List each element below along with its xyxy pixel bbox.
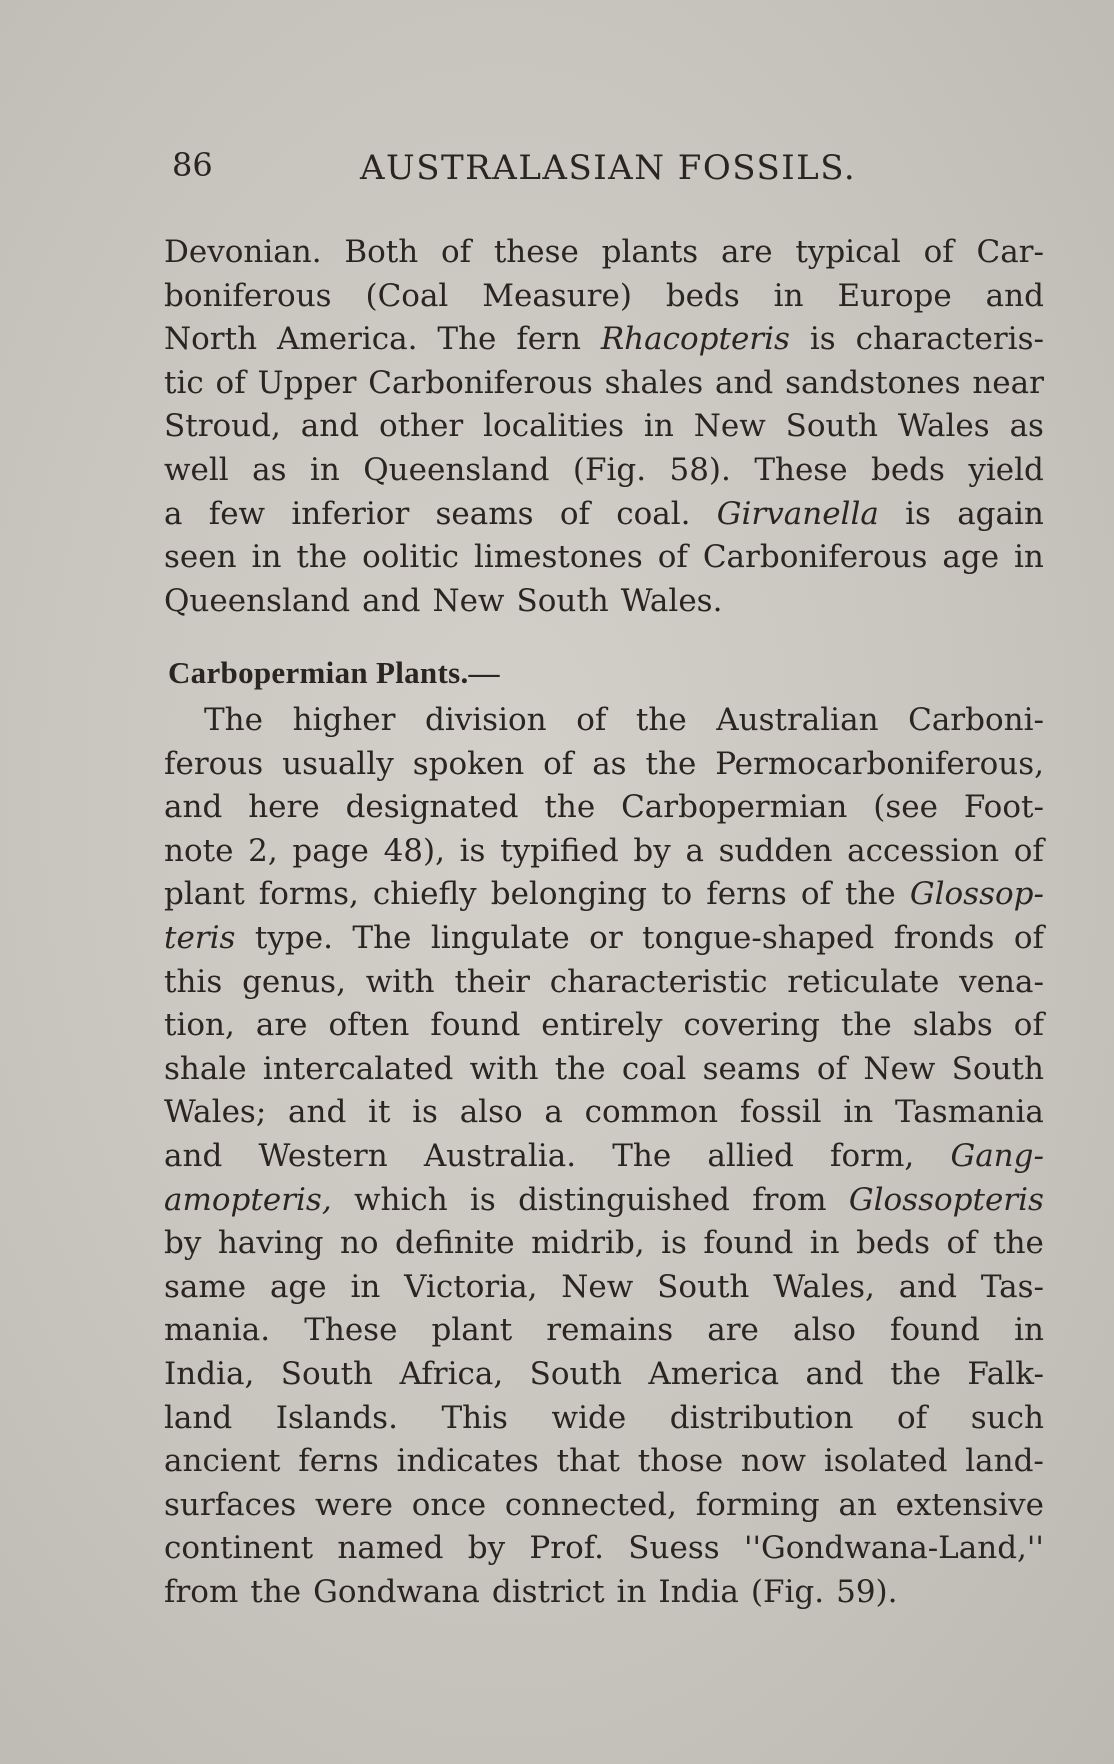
- word: localities: [483, 408, 625, 445]
- word: in: [616, 1573, 647, 1610]
- section-heading: Carbopermian Plants.—: [168, 655, 500, 690]
- word: teris: [164, 919, 236, 956]
- text-line: [164, 873, 1044, 917]
- word: Carboni-: [908, 702, 1044, 738]
- paragraph-carbopermian: [164, 699, 1044, 1614]
- text-line: [164, 1222, 1044, 1266]
- word: Gang-: [950, 1137, 1044, 1174]
- word: same: [164, 1268, 247, 1305]
- text-line: [164, 743, 1044, 787]
- word: other: [378, 408, 464, 445]
- word: of: [657, 539, 688, 576]
- word: Carboniferous: [368, 364, 593, 401]
- word: few: [208, 495, 266, 532]
- word: (Fig.: [572, 451, 647, 488]
- word: distribution: [669, 1399, 854, 1436]
- text-line: [164, 318, 1044, 362]
- word: is: [809, 321, 836, 358]
- word: The: [352, 919, 412, 956]
- word: land: [164, 1399, 233, 1436]
- word: of: [1013, 1007, 1044, 1044]
- word: and: [985, 277, 1044, 314]
- word: seen: [164, 539, 237, 576]
- word: is: [412, 1094, 438, 1131]
- word: chiefly: [372, 876, 477, 913]
- word: South: [516, 582, 609, 619]
- word: reticulate: [787, 963, 940, 1000]
- word: also: [459, 1094, 523, 1131]
- word: South: [951, 1050, 1044, 1087]
- word: as: [592, 745, 627, 782]
- text-line: [164, 1179, 1044, 1223]
- word: note: [164, 832, 234, 869]
- text-line: [164, 405, 1044, 449]
- word: isolated: [823, 1443, 948, 1480]
- word: wide: [551, 1399, 627, 1436]
- word: and: [898, 1268, 957, 1305]
- word: division: [424, 702, 547, 738]
- word: designated: [345, 789, 519, 826]
- word: in: [350, 1268, 381, 1305]
- word: of: [923, 234, 954, 270]
- word: India,: [164, 1355, 255, 1392]
- word: yield: [968, 451, 1044, 488]
- word: in: [773, 277, 804, 314]
- word: of: [215, 364, 246, 401]
- word: which: [353, 1181, 448, 1218]
- word: definite: [395, 1225, 515, 1262]
- word: seams: [702, 1050, 801, 1087]
- word: plant: [431, 1312, 513, 1349]
- text-line: [164, 1397, 1044, 1441]
- word: (Fig.: [750, 1573, 825, 1610]
- word: New: [561, 1268, 634, 1305]
- word: of: [1013, 832, 1044, 869]
- text-line: [164, 1091, 1044, 1135]
- word: sandstones: [785, 364, 961, 401]
- word: common: [584, 1094, 719, 1131]
- word: South: [785, 408, 878, 445]
- word: limestones: [473, 539, 643, 576]
- word: the: [635, 702, 687, 738]
- word: Tas-: [980, 1268, 1044, 1305]
- word: the: [645, 745, 697, 782]
- word: Victoria,: [404, 1268, 538, 1305]
- word: 58).: [669, 451, 731, 488]
- word: New: [863, 1050, 936, 1087]
- word: tic: [164, 364, 204, 401]
- word: age: [942, 539, 1000, 576]
- word: now: [740, 1443, 807, 1480]
- word: extensive: [895, 1486, 1044, 1523]
- word: of: [543, 745, 574, 782]
- word: the: [296, 539, 348, 576]
- page-header: [170, 146, 870, 196]
- word: of: [897, 1399, 928, 1436]
- text-line: [164, 493, 1044, 537]
- word: connected,: [504, 1486, 677, 1523]
- word: New: [432, 582, 505, 619]
- text-line: [164, 1484, 1044, 1528]
- word: ancient: [164, 1443, 281, 1480]
- word: the: [890, 1355, 941, 1392]
- word: 59).: [836, 1573, 898, 1610]
- word: Africa,: [399, 1355, 504, 1392]
- word: (Coal: [365, 277, 449, 314]
- word: again: [957, 495, 1044, 532]
- word: belonging: [490, 876, 648, 913]
- word: Islands.: [275, 1399, 398, 1436]
- word: and: [714, 364, 774, 401]
- word: Glossop-: [909, 876, 1044, 913]
- word: no: [339, 1225, 379, 1262]
- word: Rhacopteris: [600, 321, 790, 358]
- word: Car-: [976, 234, 1044, 270]
- word: by: [467, 1530, 506, 1567]
- word: with: [469, 1050, 539, 1087]
- word: distinguished: [518, 1181, 730, 1218]
- word: indicates: [396, 1443, 539, 1480]
- word: in: [1014, 1312, 1044, 1349]
- word: typical: [795, 234, 901, 270]
- word: found: [430, 1007, 521, 1044]
- text-line: [164, 1135, 1044, 1179]
- word: and: [164, 1137, 223, 1174]
- word: are: [720, 234, 773, 270]
- text-line: [164, 231, 1044, 275]
- word: that: [556, 1443, 620, 1480]
- text-line: [164, 449, 1044, 493]
- word: Both: [344, 234, 419, 270]
- word: South: [657, 1268, 750, 1305]
- word: Europe: [837, 277, 952, 314]
- word: entirely: [541, 1007, 663, 1044]
- word: beds: [870, 451, 945, 488]
- word: well: [164, 451, 229, 488]
- word: those: [637, 1443, 724, 1480]
- word: is: [661, 1225, 687, 1262]
- word: Wales.: [620, 582, 723, 619]
- word: in: [1014, 539, 1044, 576]
- word: coal.: [616, 495, 691, 532]
- word: also: [792, 1312, 856, 1349]
- word: in: [643, 408, 674, 445]
- word: Girvanella: [716, 495, 879, 532]
- word: allied: [707, 1137, 794, 1174]
- word: a: [685, 832, 704, 869]
- word: fern: [516, 321, 581, 358]
- word: the: [554, 1050, 606, 1087]
- word: in: [251, 539, 282, 576]
- word: Queensland: [164, 582, 351, 619]
- word: characteristic: [549, 963, 768, 1000]
- word: boniferous: [164, 277, 332, 314]
- word: having: [217, 1225, 324, 1262]
- word: Carboniferous: [702, 539, 928, 576]
- word: shales: [604, 364, 704, 401]
- word: and: [300, 408, 360, 445]
- word: surfaces: [164, 1486, 297, 1523]
- word: by: [164, 1225, 202, 1262]
- word: midrib,: [531, 1225, 645, 1262]
- text-line: [164, 580, 1044, 624]
- text-line: [164, 830, 1044, 874]
- word: Measure): [482, 277, 632, 314]
- word: higher: [292, 702, 396, 738]
- word: as: [1009, 408, 1044, 445]
- word: of: [576, 702, 607, 738]
- word: found: [890, 1312, 980, 1349]
- word: Australian: [716, 702, 879, 738]
- word: Western: [258, 1137, 388, 1174]
- word: it: [368, 1094, 391, 1131]
- word: inferior: [291, 495, 410, 532]
- word: mania.: [164, 1312, 271, 1349]
- word: plants: [601, 234, 699, 270]
- word: The: [437, 321, 497, 358]
- word: South: [280, 1355, 374, 1392]
- word: fronds: [893, 919, 995, 956]
- word: America: [648, 1355, 780, 1392]
- word: These: [754, 451, 848, 488]
- word: of: [800, 876, 831, 913]
- word: South: [529, 1355, 622, 1392]
- text-line: [164, 786, 1044, 830]
- word: a: [544, 1094, 563, 1131]
- word: and: [288, 1094, 347, 1131]
- word: tongue-shaped: [642, 919, 875, 956]
- text-line: [164, 917, 1044, 961]
- word: such: [970, 1399, 1044, 1436]
- word: named: [337, 1530, 444, 1567]
- word: Glossopteris: [848, 1181, 1044, 1218]
- word: continent: [164, 1530, 314, 1567]
- text-line: [164, 1571, 1044, 1615]
- word: 48),: [383, 832, 445, 869]
- word: and: [164, 789, 223, 826]
- word: an: [838, 1486, 877, 1523]
- word: The: [204, 702, 263, 738]
- paragraph-devonian: [164, 231, 1044, 623]
- word: seams: [435, 495, 534, 532]
- word: Gondwana: [313, 1573, 480, 1610]
- word: ferous: [164, 745, 264, 782]
- word: the: [544, 789, 596, 826]
- word: these: [493, 234, 579, 270]
- word: This: [441, 1399, 508, 1436]
- word: (see: [873, 789, 938, 826]
- word: and: [805, 1355, 864, 1392]
- word: amopteris,: [164, 1181, 332, 1218]
- word: a: [164, 495, 183, 532]
- word: page: [292, 832, 369, 869]
- text-line: [164, 699, 1044, 743]
- word: Queensland: [363, 451, 550, 488]
- word: and: [362, 582, 421, 619]
- word: ''Gondwana-Land,'': [743, 1530, 1044, 1567]
- word: to: [661, 876, 693, 913]
- word: Prof.: [529, 1530, 604, 1567]
- word: beds: [856, 1225, 931, 1262]
- word: land-: [965, 1443, 1044, 1480]
- word: slabs: [912, 1007, 993, 1044]
- word: the: [845, 876, 896, 913]
- text-line: [164, 1527, 1044, 1571]
- running-title: AUSTRALASIAN FOSSILS.: [360, 148, 857, 188]
- word: in: [309, 451, 340, 488]
- word: accession: [847, 832, 1000, 869]
- word: covering: [683, 1007, 820, 1044]
- word: remains: [546, 1312, 674, 1349]
- word: in: [809, 1225, 840, 1262]
- word: as: [252, 451, 287, 488]
- text-line: [164, 1353, 1044, 1397]
- word: New: [693, 408, 766, 445]
- page-number: 86: [172, 146, 213, 184]
- word: The: [612, 1137, 672, 1174]
- text-line: [164, 1309, 1044, 1353]
- word: from: [164, 1573, 239, 1610]
- text-line: [164, 536, 1044, 580]
- word: near: [972, 364, 1044, 401]
- word: ferns: [298, 1443, 379, 1480]
- word: Falk-: [967, 1355, 1044, 1392]
- word: forming: [695, 1486, 820, 1523]
- word: forms,: [258, 876, 359, 913]
- word: often: [328, 1007, 410, 1044]
- word: oolitic: [362, 539, 459, 576]
- text-line: [164, 275, 1044, 319]
- word: type.: [254, 919, 333, 956]
- word: in: [843, 1094, 874, 1131]
- word: by: [633, 832, 671, 869]
- word: North: [164, 321, 258, 358]
- word: age: [269, 1268, 327, 1305]
- word: Australia.: [423, 1137, 577, 1174]
- word: usually: [282, 745, 394, 782]
- word: characteris-: [855, 321, 1044, 358]
- word: their: [454, 963, 530, 1000]
- word: district: [491, 1573, 605, 1610]
- word: here: [248, 789, 320, 826]
- text-line: [164, 362, 1044, 406]
- word: form,: [830, 1137, 915, 1174]
- word: are: [707, 1312, 759, 1349]
- word: found: [703, 1225, 794, 1262]
- word: is: [905, 495, 931, 532]
- word: genus,: [242, 963, 346, 1000]
- text-line: [164, 1440, 1044, 1484]
- text-line: [164, 1004, 1044, 1048]
- word: Devonian.: [164, 234, 322, 270]
- word: are: [255, 1007, 308, 1044]
- word: spoken: [412, 745, 525, 782]
- text-line: [164, 1048, 1044, 1092]
- word: beds: [665, 277, 740, 314]
- word: plant: [164, 876, 245, 913]
- word: Upper: [257, 364, 357, 401]
- word: lingulate: [430, 919, 570, 956]
- word: the: [993, 1225, 1044, 1262]
- word: vena-: [959, 963, 1044, 1000]
- word: Wales,: [773, 1268, 875, 1305]
- word: tion,: [164, 1007, 235, 1044]
- word: of: [1013, 919, 1044, 956]
- word: fossil: [739, 1094, 822, 1131]
- word: 2,: [248, 832, 278, 869]
- word: or: [589, 919, 623, 956]
- text-line: [164, 1266, 1044, 1310]
- word: of: [440, 234, 472, 270]
- word: Wales: [897, 408, 990, 445]
- word: Wales;: [164, 1094, 267, 1131]
- word: sudden: [718, 832, 833, 869]
- word: of: [946, 1225, 977, 1262]
- word: of: [816, 1050, 848, 1087]
- word: Stroud,: [164, 408, 281, 445]
- word: India: [658, 1573, 739, 1610]
- text-line: [164, 961, 1044, 1005]
- word: the: [840, 1007, 892, 1044]
- word: of: [559, 495, 590, 532]
- word: Carbopermian: [621, 789, 848, 826]
- word: were: [314, 1486, 394, 1523]
- word: with: [365, 963, 435, 1000]
- word: is: [470, 1181, 496, 1218]
- word: once: [411, 1486, 487, 1523]
- word: coal: [621, 1050, 687, 1087]
- word: from: [752, 1181, 827, 1218]
- word: Permocarboniferous,: [715, 745, 1044, 782]
- word: ferns: [706, 876, 787, 913]
- word: These: [304, 1312, 398, 1349]
- word: Foot-: [963, 789, 1044, 826]
- word: this: [164, 963, 223, 1000]
- word: Tasmania: [894, 1094, 1044, 1131]
- word: typified: [500, 832, 619, 869]
- word: Suess: [628, 1530, 720, 1567]
- word: the: [250, 1573, 302, 1610]
- word: America.: [276, 321, 418, 358]
- word: intercalated: [262, 1050, 454, 1087]
- word: shale: [164, 1050, 247, 1087]
- word: is: [459, 832, 486, 869]
